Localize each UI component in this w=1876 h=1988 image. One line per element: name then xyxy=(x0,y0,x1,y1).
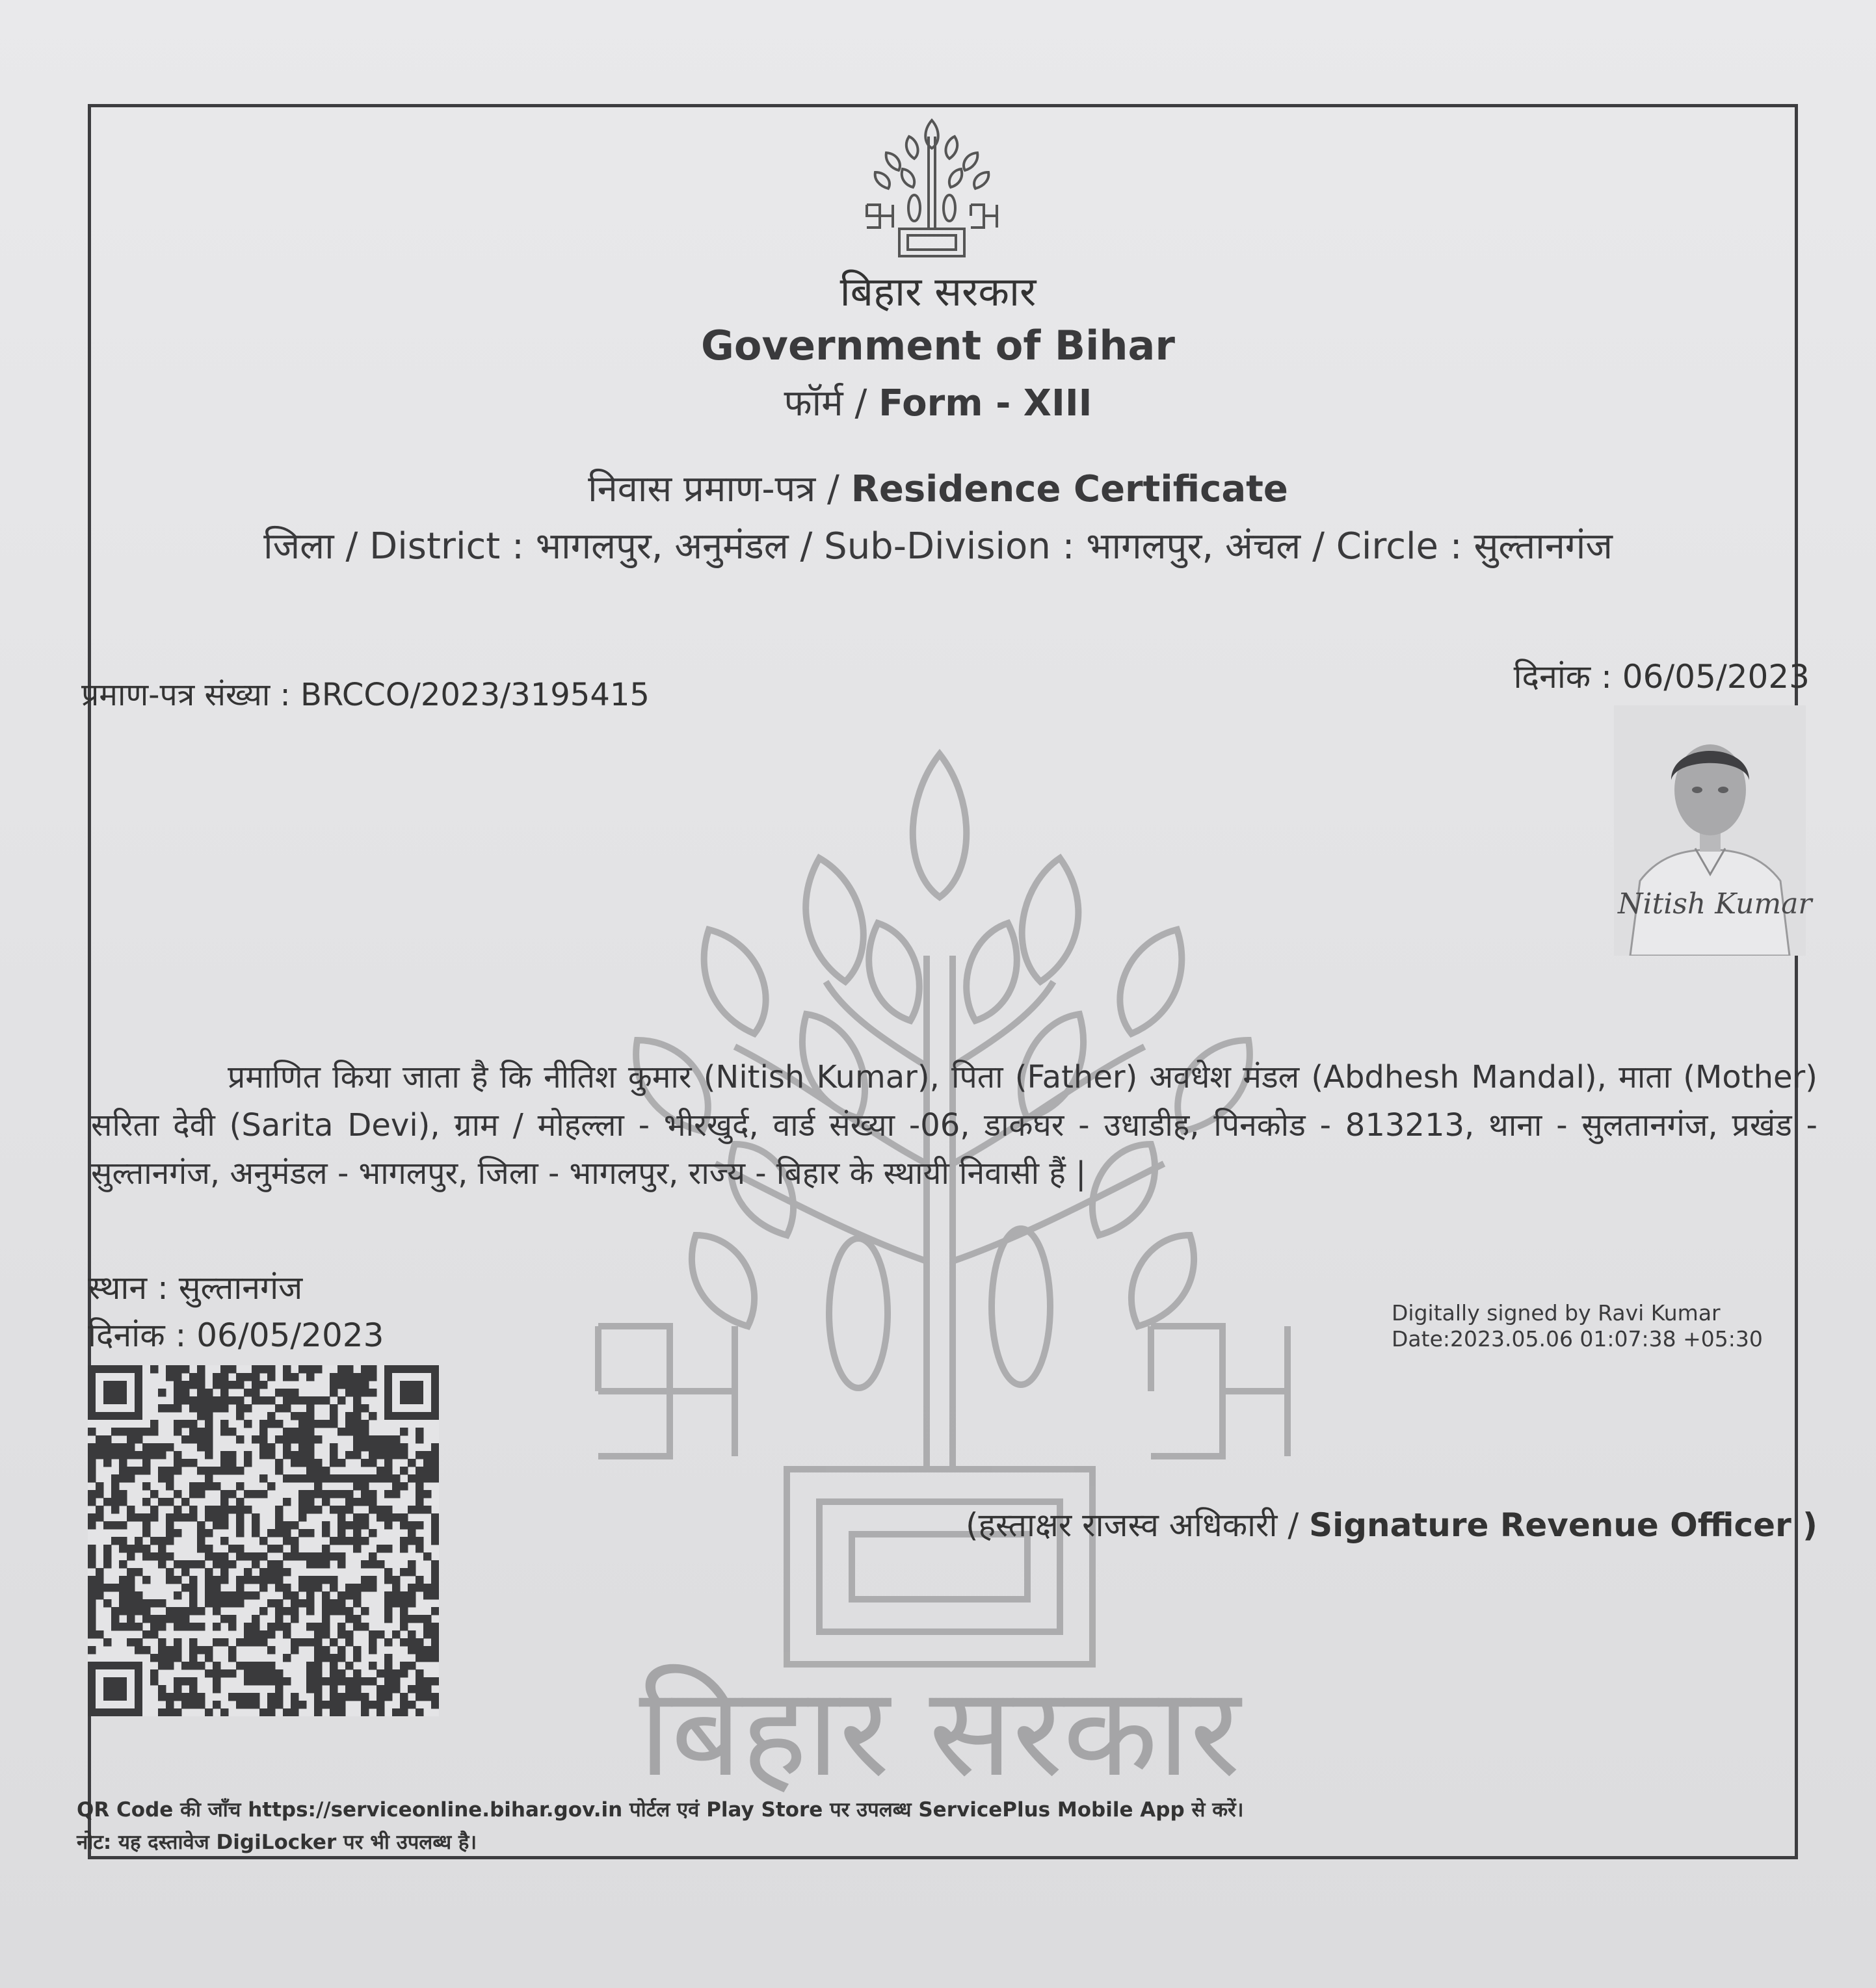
form-hindi: फॉर्म / xyxy=(784,382,879,425)
certificate-body: प्रमाणित किया जाता है कि नीतिश कुमार (Nitish Kumar), पिता (Father) अवधेश मंडल (Abdhesh Mandal), माता (Mother) सरिता देवी (Sarita Devi), ग्राम / मोहल्ला - भीरखुर्द, वार्ड संख्या -06, डाकघर - उधाडीह, पिनकोड - 813213, थाना - सुलतानगंज, प्रखंड - सुल्तानगंज, अनुमंडल - भागलपुर, जिला - भागलपुर, राज्य - बिहार के स्थायी निवासी हैं | xyxy=(91,1059,1817,1192)
bihar-emblem-watermark-icon xyxy=(572,741,1314,1794)
certificate-title-hindi: निवास प्रमाण-पत्र / xyxy=(588,468,851,510)
district-line: जिला / District : भागलपुर, अनुमंडल / Sub-Division : भागलपुर, अंचल / Circle : सुल्तानगंज xyxy=(263,525,1613,568)
header-english-title: Government of Bihar xyxy=(701,322,1175,369)
issue-date: दिनांक : 06/05/2023 xyxy=(1513,658,1810,696)
qr-code-icon xyxy=(88,1365,439,1716)
form-english: Form - XIII xyxy=(879,382,1092,425)
digital-signature-name: Digitally signed by Ravi Kumar xyxy=(1392,1300,1721,1326)
applicant-signature: Nitish Kumar xyxy=(1618,887,1812,921)
certificate-number: प्रमाण-पत्र संख्या : BRCCO/2023/3195415 xyxy=(81,677,650,713)
form-number xyxy=(0,377,1876,426)
signature-label-english: Signature Revenue Officer ) xyxy=(1309,1506,1817,1544)
signature-label-hindi: (हस्ताक्षर राजस्व अधिकारी / xyxy=(966,1506,1310,1544)
header-hindi-title: बिहार सरकार xyxy=(839,268,1037,315)
watermark-text: बिहार सरकार xyxy=(639,1660,1241,1794)
digital-signature-date: Date:2023.05.06 01:07:38 +05:30 xyxy=(1392,1326,1763,1352)
place: स्थान : सुल्तानगंज xyxy=(88,1269,303,1307)
digilocker-note: नोट: यह दस्तावेज DigiLocker पर भी उपलब्ध है। xyxy=(77,1831,477,1854)
bihar-emblem-icon xyxy=(864,117,1000,260)
certificate-title xyxy=(0,463,1876,512)
certificate-title-english: Residence Certificate xyxy=(851,468,1288,510)
footer-date: दिनांक : 06/05/2023 xyxy=(88,1316,384,1354)
signature-label xyxy=(966,1502,1817,1546)
qr-verification-note: QR Code की जाँच https://serviceonline.bihar.gov.in पोर्टल एवं Play Store पर उपलब्ध ServicePlus Mobile App से करें। xyxy=(77,1798,1244,1822)
